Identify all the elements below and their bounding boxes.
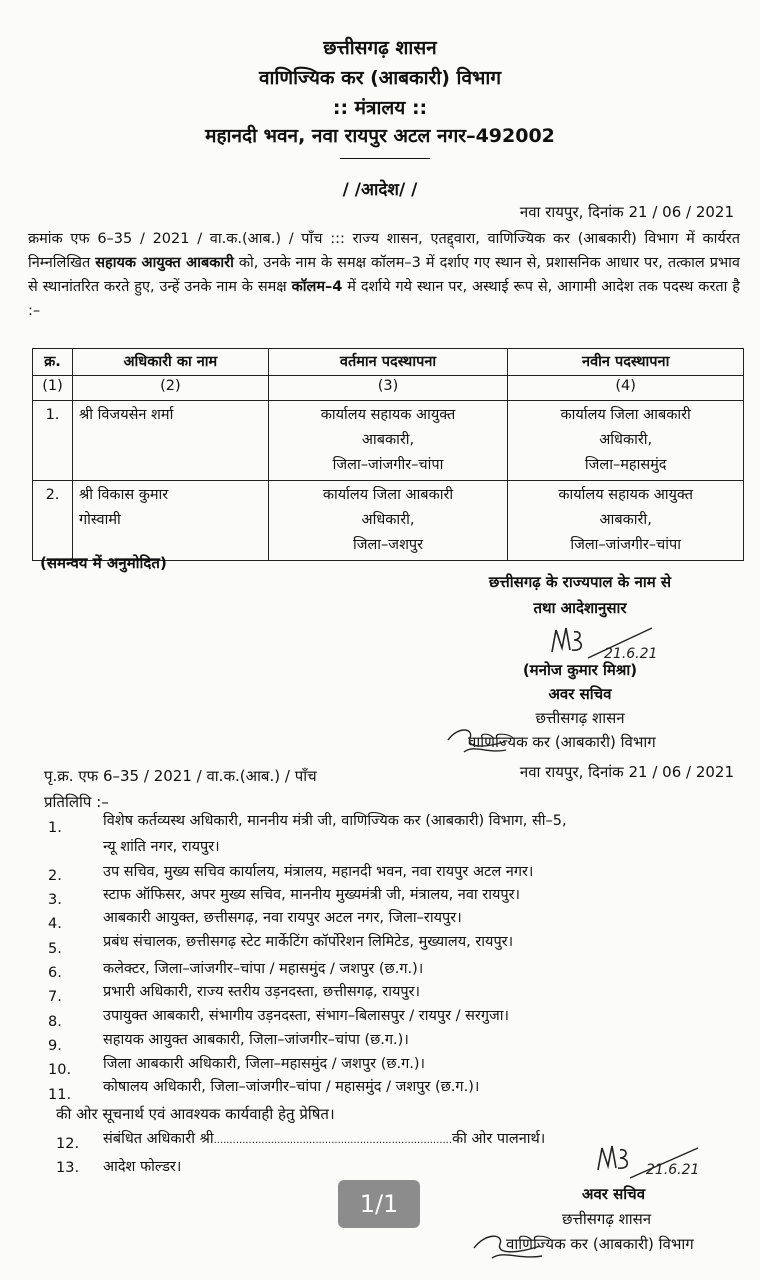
copy-item-number: 12. xyxy=(56,1136,80,1152)
col-header-name: अधिकारी का नाम xyxy=(72,349,268,376)
col-header-current: वर्तमान पदस्थापना xyxy=(268,349,508,376)
handwritten-flourish-2 xyxy=(470,1224,550,1264)
copy-item-number: 7. xyxy=(48,989,62,1005)
page-indicator: 1/1 xyxy=(338,1180,420,1228)
col-number: (4) xyxy=(508,376,744,401)
endorsement-place-date: नवा रायपुर, दिनांक 21 / 06 / 2021 xyxy=(519,763,734,781)
forward-note: की ओर सूचनार्थ एवं आवश्यक कार्यवाही हेतु प्रेषित। xyxy=(56,1105,335,1123)
transfer-table xyxy=(32,348,744,561)
copy-item-number: 9. xyxy=(48,1038,62,1054)
signatory-govt: छत्तीसगढ़ शासन xyxy=(535,709,625,727)
footer-govt: छत्तीसगढ़ शासन xyxy=(562,1210,652,1228)
copy-item-number: 11. xyxy=(48,1087,72,1103)
copy-item-text: कलेक्टर, जिला–जांजगीर–चांपा / महासमुंद / जशपुर (छ.ग.)। xyxy=(103,961,424,977)
copy-item-text: विशेष कर्तव्यस्थ अधिकारी, माननीय मंत्री जी, वाणिज्यिक कर (आबकारी) विभाग, सी–5, xyxy=(103,813,567,829)
col-number: (1) xyxy=(33,376,73,401)
footer-designation: अवर सचिव xyxy=(582,1185,646,1203)
col-number: (2) xyxy=(72,376,268,401)
copy-item-text: सहायक आयुक्त आबकारी, जिला–जांजगीर–चांपा (छ.ग.)। xyxy=(103,1032,409,1048)
officer-name: श्री विजयसेन शर्मा xyxy=(72,401,268,481)
copy-item-text: उप सचिव, मुख्य सचिव कार्यालय, मंत्रालय, महानदी भवन, नवा रायपुर अटल नगर। xyxy=(103,864,534,880)
approval-note: (समन्वय में अनुमोदित) xyxy=(40,554,167,572)
copy-item-number: 4. xyxy=(48,916,62,932)
copy-item-text: जिला आबकारी अधिकारी, जिला–महासमुंद / जशपुर (छ.ग.)। xyxy=(103,1056,426,1072)
copy-item-number: 13. xyxy=(56,1160,80,1176)
copy-item-number: 10. xyxy=(48,1062,72,1078)
copy-item-number: 8. xyxy=(48,1014,62,1030)
ministry-title: :: मंत्रालय :: xyxy=(332,97,428,119)
col-header-new: नवीन पदस्थापना xyxy=(508,349,744,376)
copy-item-number: 1. xyxy=(48,820,62,836)
address-line: महानदी भवन, नवा रायपुर अटल नगर–492002 xyxy=(205,125,555,147)
table-column-number-row xyxy=(33,376,744,401)
footer-dept: वाणिज्यिक कर (आबकारी) विभाग xyxy=(506,1235,694,1253)
copy-item-number: 5. xyxy=(48,941,62,957)
new-posting: कार्यालय जिला आबकारी अधिकारी, जिला–महासमुंद xyxy=(508,401,744,481)
copy-item-text: प्रबंध संचालक, छत्तीसगढ़ स्टेट मार्केटिंग कॉर्पोरेशन लिमिटेड, मुख्यालय, रायपुर। xyxy=(103,934,514,950)
department-title: वाणिज्यिक कर (आबकारी) विभाग xyxy=(258,67,502,89)
governor-order-line1: छत्तीसगढ़ के राज्यपाल के नाम से xyxy=(488,573,672,591)
header-divider xyxy=(340,158,430,159)
col-header-sn: क्र. xyxy=(33,349,73,376)
govt-title: छत्तीसगढ़ शासन xyxy=(323,37,437,59)
table-row xyxy=(33,401,744,481)
copy-item-text: न्यू शांति नगर, रायपुर। xyxy=(103,839,220,855)
signatory-name: (मनोज कुमार मिश्रा) xyxy=(522,661,638,679)
copy-item-text: आदेश फोल्डर। xyxy=(103,1159,182,1175)
copy-item-text: आबकारी आयुक्त, छत्तीसगढ़, नवा रायपुर अटल नगर, जिला–रायपुर। xyxy=(103,910,462,926)
officer-name: श्री विकास कुमार गोस्वामी xyxy=(72,481,268,561)
governor-order-line2: तथा आदेशानुसार xyxy=(533,599,627,617)
col-number: (3) xyxy=(268,376,508,401)
endorsement-ref: पृ.क्र. एफ 6–35 / 2021 / वा.क.(आब.) / पाँच xyxy=(44,767,317,785)
copy-item-text: स्टाफ ऑफिसर, अपर मुख्य सचिव, माननीय मुख्यमंत्री जी, मंत्रालय, नवा रायपुर। xyxy=(103,887,521,903)
new-posting: कार्यालय सहायक आयुक्त आबकारी, जिला–जांजगीर–चांपा xyxy=(508,481,744,561)
handwritten-signature-2 xyxy=(594,1138,704,1186)
current-posting: कार्यालय सहायक आयुक्त आबकारी, जिला–जांजगीर–चांपा xyxy=(268,401,508,481)
signatory-dept: वाणिज्यिक कर (आबकारी) विभाग xyxy=(468,733,656,751)
handwritten-flourish-1 xyxy=(444,722,514,758)
copy-to-label: प्रतिलिपि :– xyxy=(44,793,109,811)
row-sn: 1. xyxy=(33,401,73,481)
signature-1-date: 21.6.21 xyxy=(604,646,658,662)
copy-item-text: संबंधित अधिकारी श्री...........................................................................की ओर पालनार्थ। xyxy=(103,1131,546,1147)
order-place-date: नवा रायपुर, दिनांक 21 / 06 / 2021 xyxy=(519,203,734,221)
copy-item-text: उपायुक्त आबकारी, संभागीय उड़नदस्ता, संभाग–बिलासपुर / रायपुर / सरगुजा। xyxy=(103,1008,510,1024)
order-body: क्रमांक एफ 6–35 / 2021 / वा.क.(आब.) / पाँच ::: राज्य शासन, एतद्द्वारा, वाणिज्यिक कर (आबकारी) विभाग में कार्यरत निम्नलिखित सहायक आयुक्त आबकारी को, उनके नाम के समक्ष कॉलम–3 में दर्शाए गए स्थान से, प्रशासनिक आधार पर, तत्काल प्रभाव से स्थानांतरित करते हुए, उन्हें उनके नाम के समक्ष कॉलम–4 में दर्शाये गये स्थान पर, अस्थाई रूप से, आगामी आदेश तक पदस्थ करता है :– xyxy=(28,231,740,319)
copy-item-text: कोषालय अधिकारी, जिला–जांजगीर–चांपा / महासमुंद / जशपुर (छ.ग.)। xyxy=(103,1079,480,1095)
current-posting: कार्यालय जिला आबकारी अधिकारी, जिला–जशपुर xyxy=(268,481,508,561)
row-sn: 2. xyxy=(33,481,73,561)
signatory-designation: अवर सचिव xyxy=(548,685,612,703)
signature-2-date: 21.6.21 xyxy=(646,1162,700,1178)
copy-item-text: प्रभारी अधिकारी, राज्य स्तरीय उड़नदस्ता, छत्तीसगढ़, रायपुर। xyxy=(103,984,421,1000)
copy-item-number: 2. xyxy=(48,868,62,884)
copy-item-number: 3. xyxy=(48,892,62,908)
table-row xyxy=(33,481,744,561)
copy-item-number: 6. xyxy=(48,965,62,981)
table-header-row xyxy=(33,349,744,376)
order-title: / /आदेश/ / xyxy=(342,180,418,200)
